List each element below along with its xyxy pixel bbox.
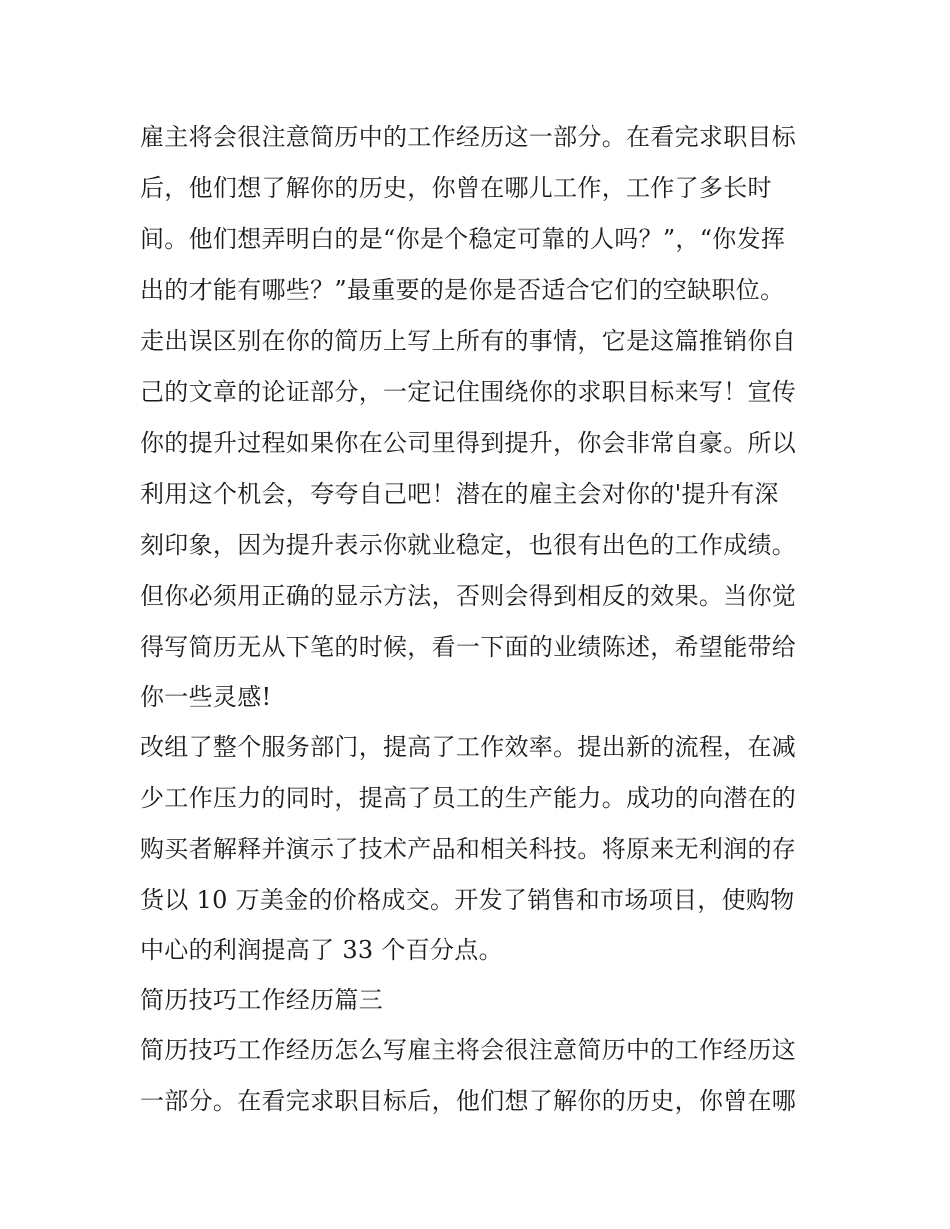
text-line: 刻印象，因为提升表示你就业稳定，也很有出色的工作成绩。 xyxy=(140,531,797,559)
text-line: 一部分。在看完求职目标后，他们想了解你的历史，你曾在哪 xyxy=(140,1087,797,1115)
text-line: 得写简历无从下笔的时候，看一下面的业绩陈述，希望能带给 xyxy=(140,633,797,661)
text-line: 简历技巧工作经历怎么写雇主将会很注意简历中的工作经历这 xyxy=(140,1036,797,1064)
text-line: 中心的利润提高了 33 个百分点。 xyxy=(140,936,503,964)
text-line: 改组了整个服务部门，提高了工作效率。提出新的流程，在减 xyxy=(140,733,797,761)
paragraph-3 xyxy=(140,1025,820,1127)
text-line: 间。他们想弄明白的是“你是个稳定可靠的人吗？”，“你发挥 xyxy=(140,225,786,253)
text-line: 己的文章的论证部分，一定记住围绕你的求职目标来写！宣传 xyxy=(140,378,797,406)
text-line: 出的才能有哪些？”最重要的是你是否适合它们的空缺职位。 xyxy=(140,276,785,304)
paragraph-1 xyxy=(140,112,820,722)
heading-text: 简历技巧工作经历篇三 xyxy=(140,986,383,1014)
text-line: 购买者解释并演示了技术产品和相关科技。将原来无利润的存 xyxy=(140,835,797,863)
text-line: 你一些灵感! xyxy=(140,683,272,711)
paragraph-2 xyxy=(140,722,820,975)
text-line: 少工作压力的同时，提高了员工的生产能力。成功的向潜在的 xyxy=(140,784,797,812)
text-line: 利用这个机会，夸夸自己吧！潜在的雇主会对你的'提升有深 xyxy=(140,480,779,508)
document-body xyxy=(140,112,820,1127)
text-line: 雇主将会很注意简历中的工作经历这一部分。在看完求职目标 xyxy=(140,123,797,151)
text-line: 但你必须用正确的显示方法，否则会得到相反的效果。当你觉 xyxy=(140,582,797,610)
section-heading xyxy=(140,975,820,1025)
text-line: 你的提升过程如果你在公司里得到提升，你会非常自豪。所以 xyxy=(140,429,797,457)
text-line: 货以 10 万美金的价格成交。开发了销售和市场项目，使购物 xyxy=(140,886,795,914)
text-line: 后，他们想了解你的历史，你曾在哪儿工作，工作了多长时 xyxy=(140,174,772,202)
text-line: 走出误区别在你的简历上写上所有的事情，它是这篇推销你自 xyxy=(140,327,797,355)
